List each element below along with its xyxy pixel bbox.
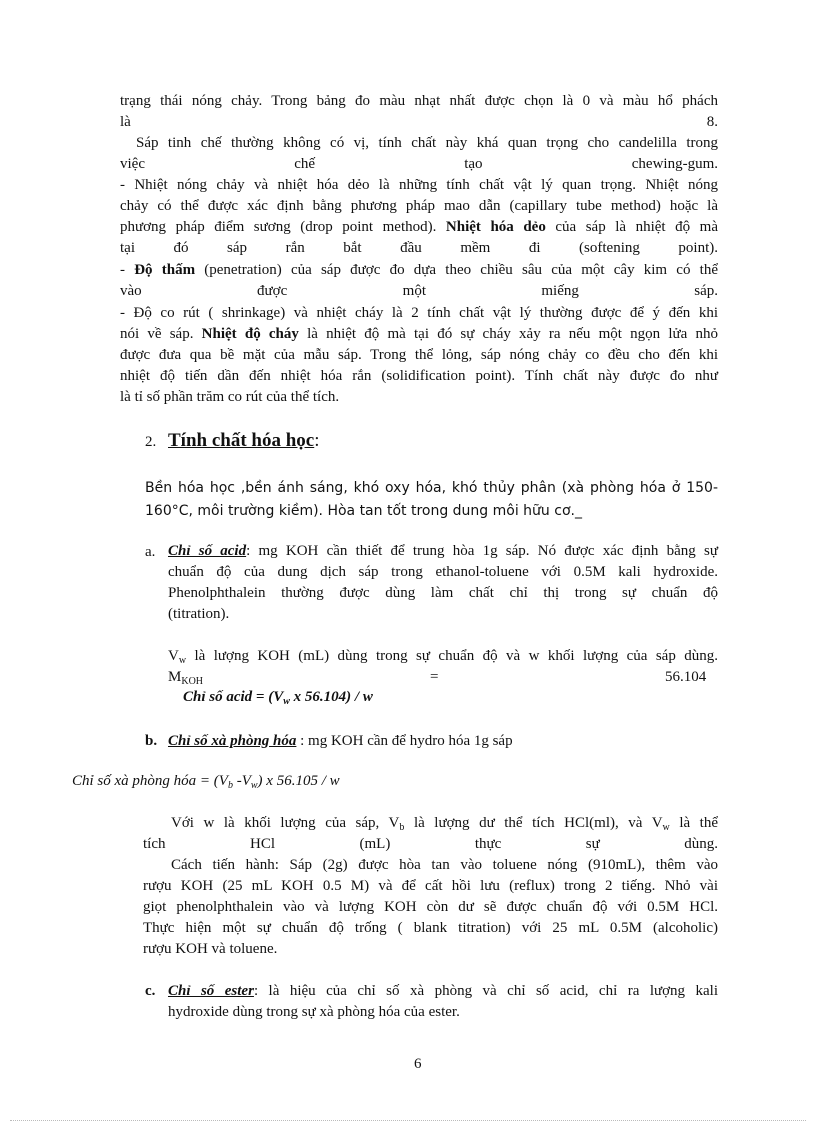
subscript: w xyxy=(250,780,258,791)
text-line xyxy=(168,981,718,1001)
text-line: trạng thái nóng chảy. Trong bảng đo màu nhạt nhất được chọn là 0 và màu hổ phách xyxy=(120,93,718,109)
text-fragment: - xyxy=(120,262,135,278)
term-ester-index: Chỉ số ester xyxy=(168,983,254,999)
text-fragment: : mg KOH cần để hydro hóa 1g sáp xyxy=(296,733,513,749)
var-v: V xyxy=(168,648,179,664)
text-line: (titration). xyxy=(168,606,230,622)
formula-part: Chỉ số acid = (V xyxy=(183,689,284,705)
formula-part: x 56.104) / w xyxy=(289,689,373,705)
section-number: 2. xyxy=(145,434,157,450)
text-line: giọt phenolphthalein vào và lượng KOH còn dư sẽ được chuẩn độ với 0.5M HCl. xyxy=(143,899,718,915)
text-line xyxy=(120,217,718,237)
text-fragment: : là hiệu của chỉ số xà phòng và chỉ số acid, chỉ ra lượng kali xyxy=(253,983,718,999)
text-line xyxy=(120,260,718,280)
text-line: tích HCl (mL) thực sự dùng. xyxy=(143,836,718,852)
term-acid-index: Chỉ số acid xyxy=(168,543,247,559)
formula-part: ) x 56.105 / w xyxy=(257,773,340,789)
text-line: 160°C, môi trường kiềm). Hòa tan tốt trong dung môi hữu cơ._ xyxy=(145,503,582,519)
text-line: Sáp tinh chế thường không có vị, tính chất này khá quan trọng cho candelilla trong xyxy=(136,135,718,151)
text-fragment: là 8. xyxy=(120,114,718,130)
subscript: b xyxy=(227,780,233,791)
text-line: - Độ co rút ( shrinkage) và nhiệt cháy là 2 tính chất vật lý thường được để ý đến khi xyxy=(120,305,718,321)
formula-part: -V xyxy=(232,773,251,789)
text-line xyxy=(120,112,718,132)
text-fragment: là thể xyxy=(669,815,719,831)
text-line xyxy=(168,646,718,666)
subscript: w xyxy=(178,655,187,666)
list-marker: c. xyxy=(145,983,156,999)
equals-sign: = xyxy=(430,669,439,685)
text-line: - Nhiệt nóng chảy và nhiệt hóa dẻo là những tính chất vật lý quan trọng. Nhiệt nóng xyxy=(120,177,718,193)
subscript: KOH xyxy=(181,676,204,687)
text-line: Phenolphthalein thường được dùng làm chất chỉ thị trong sự chuẩn độ xyxy=(168,585,718,601)
text-line: rượu KOH và toluene. xyxy=(143,941,278,957)
list-marker: b. xyxy=(145,733,158,749)
text-fragment: là nhiệt độ mà tại đó sự cháy xảy ra nếu một ngọn lửa nhỏ xyxy=(298,326,718,342)
text-line: chuẩn độ của dung dịch sáp trong ethanol-toluene với 0.5M kali hydroxide. xyxy=(168,564,718,580)
text-fragment: là lượng dư thể tích HCl(ml), và V xyxy=(404,815,663,831)
text-line: tại đó sáp rắn bắt đầu mềm đi (softening point). xyxy=(120,240,718,256)
text-line: Cách tiến hành: Sáp (2g) được hòa tan vào toluene nóng (910mL), thêm vào xyxy=(171,857,718,873)
text-fragment: Với w là khối lượng của sáp, V xyxy=(171,815,400,831)
text-line: được đưa qua bề mặt của mẫu sáp. Trong thể lỏng, sáp nóng chảy co đều cho đến khi xyxy=(120,347,718,363)
text-fragment: là lượng KOH (mL) dùng trong sự chuẩn độ và w khối lượng của sáp dùng. xyxy=(186,648,718,664)
value-56-104: 56.104 xyxy=(665,669,707,685)
text-line xyxy=(120,324,718,344)
text-line: Thực hiện một sự chuẩn độ trống ( blank titration) với 25 mL 0.5M (alcoholic) xyxy=(143,920,718,936)
text-line: chảy có thể được xác định bằng phương pháp mao dẫn (capillary tube method) hoặc là xyxy=(120,198,718,214)
text-fragment: : mg KOH cần thiết để trung hòa 1g sáp. Nó được xác định bằng sự xyxy=(246,543,718,559)
text-line: hydroxide dùng trong sự xà phòng hóa của ester. xyxy=(168,1004,460,1020)
formula-acid xyxy=(183,687,373,707)
text-line: rượu KOH (25 mL KOH 0.5 M) và để cất hồi lưu (reflux) trong 2 tiếng. Nhỏ vài xyxy=(143,878,718,894)
text-line: vào được một miếng sáp. xyxy=(120,283,718,299)
text-fragment: (penetration) của sáp được đo dựa theo chiều sâu của một cây kim có thể xyxy=(195,262,718,278)
text-line xyxy=(168,541,718,561)
subscript: w xyxy=(283,696,290,707)
page-number: 6 xyxy=(414,1056,422,1072)
text-line xyxy=(168,667,203,687)
text-fragment: của sáp là nhiệt độ mà xyxy=(545,219,718,235)
var-m: M xyxy=(168,669,182,685)
subscript: b xyxy=(399,822,405,833)
text-fragment: phương pháp điểm sương (drop point method). xyxy=(120,219,446,235)
section-title: Tính chất hóa học xyxy=(168,430,315,451)
bold-term: Độ thấm xyxy=(134,262,196,278)
section-colon: : xyxy=(314,430,320,451)
text-fragment: nói về sáp. xyxy=(120,326,202,342)
text-line: Bền hóa học ,bền ánh sáng, khó oxy hóa, khó thủy phân (xà phòng hóa ở 150- xyxy=(145,480,718,496)
page-border xyxy=(10,1120,806,1121)
term-saponification-index: Chỉ số xà phòng hóa xyxy=(168,733,297,749)
formula-part: Chỉ số xà phòng hóa = (V xyxy=(72,773,228,789)
text-line xyxy=(168,731,513,751)
bold-term: Nhiệt hóa dẻo xyxy=(445,219,546,235)
section-heading xyxy=(168,428,320,454)
subscript: w xyxy=(662,822,670,833)
text-line: nhiệt độ tiến dần đến nhiệt hóa rắn (solidification point). Tính chất này được đo như xyxy=(120,368,718,384)
bold-term: Nhiệt độ cháy xyxy=(201,326,299,342)
list-marker: a. xyxy=(145,544,156,560)
formula-saponification xyxy=(72,771,340,791)
text-line: là tỉ số phần trăm co rút của thể tích. xyxy=(120,389,340,405)
text-line: việc chế tạo chewing-gum. xyxy=(120,156,718,172)
text-line xyxy=(171,813,718,833)
